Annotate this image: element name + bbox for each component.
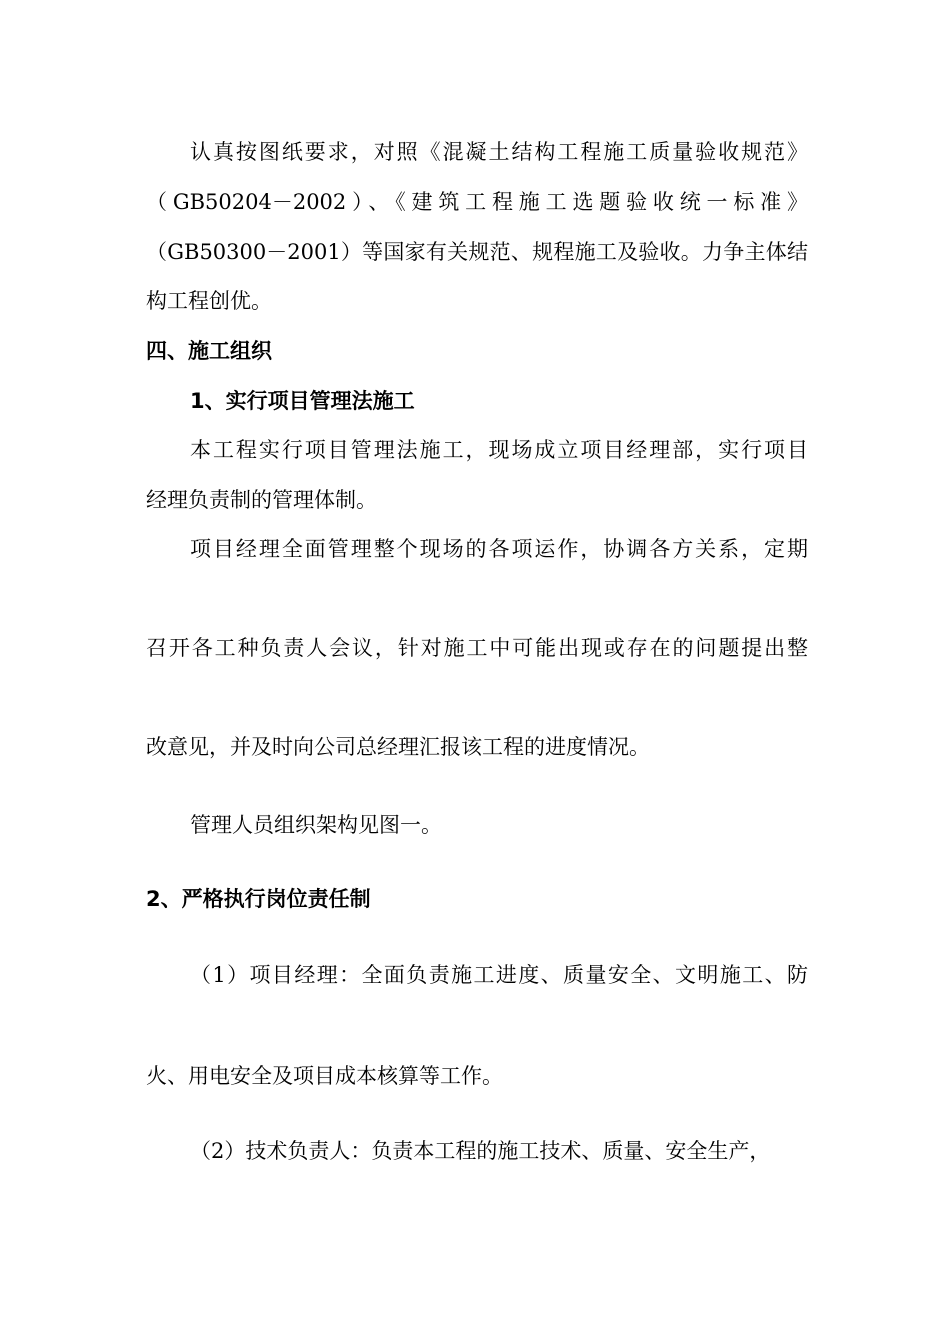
paragraph-line: （1）项目经理：全面负责施工进度、质量安全、文明施工、防 xyxy=(190,963,808,987)
paragraph-line: （GB50204－2002）、《建筑工程施工选题验收统一标准》 xyxy=(146,190,808,214)
paragraph-line: 召开各工种负责人会议，针对施工中可能出现或存在的问题提出整 xyxy=(146,636,808,660)
paragraph-line: （GB50300－2001）等国家有关规范、规程施工及验收。力争主体结 xyxy=(146,240,808,264)
paragraph-line: 经理负责制的管理体制。 xyxy=(146,488,377,512)
paragraph-line: 构工程创优。 xyxy=(146,289,272,313)
paragraph-line: 管理人员组织架构见图一。 xyxy=(190,813,442,837)
section-heading: 四、施工组织 xyxy=(146,339,272,363)
paragraph-line: 项目经理全面管理整个现场的各项运作，协调各方关系，定期 xyxy=(190,537,808,561)
paragraph-line: 认真按图纸要求，对照《混凝土结构工程施工质量验收规范》 xyxy=(190,140,808,164)
paragraph-line: 本工程实行项目管理法施工，现场成立项目经理部，实行项目 xyxy=(190,438,808,462)
subsection-heading: 1、实行项目管理法施工 xyxy=(190,389,415,413)
paragraph-line: （2）技术负责人：负责本工程的施工技术、质量、安全生产， xyxy=(190,1139,771,1163)
paragraph-line: 改意见，并及时向公司总经理汇报该工程的进度情况。 xyxy=(146,735,650,759)
subsection-heading: 2、严格执行岗位责任制 xyxy=(146,887,371,911)
paragraph-line: 火、用电安全及项目成本核算等工作。 xyxy=(146,1064,503,1088)
